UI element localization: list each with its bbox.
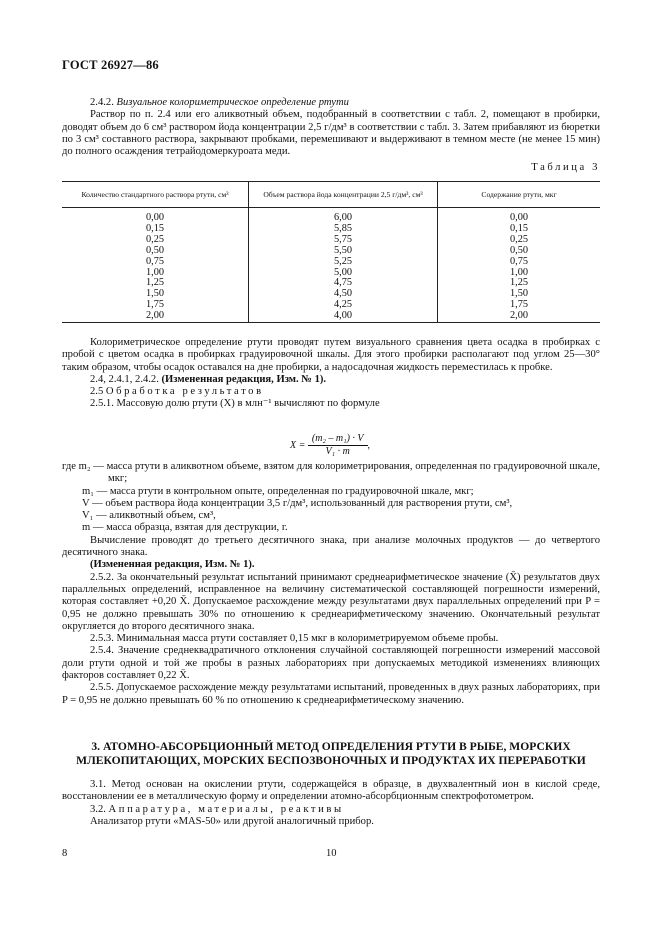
table-3 bbox=[62, 181, 600, 323]
section-2-4-2 bbox=[62, 97, 600, 158]
clause-2-5-3: 2.5.3. Минимальная масса ртути составляет 0,15 мкг в колориметрируемом объеме пробы. bbox=[90, 633, 499, 645]
table-caption: Таблица 3 bbox=[531, 162, 600, 173]
clause-title: Визуальное колориметрическое определение ртути bbox=[116, 97, 349, 108]
table-row bbox=[62, 246, 600, 257]
table-cell: 1,50 bbox=[438, 289, 601, 300]
amendment-prefix: 2.4, 2.4.1, 2.4.2. bbox=[90, 373, 159, 385]
table-header-cell: Количество стандартного раствора ртути, см³ bbox=[62, 182, 249, 208]
table-cell: 0,75 bbox=[438, 257, 601, 268]
table-cell: 5,85 bbox=[249, 224, 438, 235]
table-cell: 4,25 bbox=[249, 300, 438, 311]
section-3-text bbox=[62, 779, 600, 828]
section-title: Обработка результатов bbox=[105, 386, 264, 398]
clause-number: 2.4.2. bbox=[90, 97, 114, 108]
section-2-4-text bbox=[62, 337, 600, 411]
formula-numerator: (m₂ – m₁) · V bbox=[308, 433, 368, 446]
legend-m2: где m₂ — масса ртути в аликвотном объеме, взятом для колориметрирования, определенная по градуировочной шкале, мкг; bbox=[62, 461, 600, 485]
formula-tail: , bbox=[367, 440, 371, 452]
clause-number: 3.2. bbox=[90, 803, 106, 815]
table-row bbox=[62, 208, 600, 224]
table-cell: 1,75 bbox=[438, 300, 601, 311]
table-cell: 4,50 bbox=[249, 289, 438, 300]
page-number-left: 8 bbox=[62, 848, 68, 859]
clause-2-5-2: 2.5.2. За окончательный результат испытаний принимают среднеарифметическое значение (X̄) результатов двух параллельных определений, исправленное на величину систематической составляющей погрешности измерений, которая составляет +0,20 X̄. Допускаемое расхождение между результатами двух параллельных определений при P = 0,95 не должно превышать 30% по отношению к среднеарифметическому значению. Окончательный результат округляется до второго десятичного знака. bbox=[62, 571, 600, 632]
table-cell: 4,00 bbox=[249, 311, 438, 322]
paragraph-procedure: Раствор по п. 2.4 или его аликвотный объем, подобранный в соответствии с табл. 2, помещают в пробирки, доводят объем до 6 см³ раствором йода концентрации 2,5 г/дм³ в соответствии с табл. 3. Затем прибавляют из бюретки по 3 см³ составного раствора, закрывают пробками, перемешивают и выдерживают в темном месте (не менее 15 мин) до полного осаждения тетрайодомеркуроата меди. bbox=[62, 109, 600, 158]
table-cell: 5,75 bbox=[249, 235, 438, 246]
page-number-center: 10 bbox=[326, 848, 337, 859]
table-cell: 0,15 bbox=[145, 222, 165, 234]
clause-3-2-text: Анализатор ртути «MAS-50» или другой аналогичный прибор. bbox=[90, 815, 374, 827]
clause-3-1: 3.1. Метод основан на окислении ртути, содержащейся в образце, в двухвалентный ион в кислой среде, восстановлении ее в металлическую форму и определении атомно-абсорбционным спектрофотометром. bbox=[62, 779, 600, 803]
table-cell: 0,15 bbox=[438, 224, 601, 235]
clause-title: Аппаратура, материалы, реактивы bbox=[108, 803, 344, 815]
formula-legend bbox=[62, 461, 600, 707]
document-header: ГОСТ 26927—86 bbox=[62, 58, 159, 72]
table-cell: 1,25 bbox=[438, 278, 601, 289]
legend-m: m — масса образца, взятая для деструкции, г. bbox=[82, 522, 288, 534]
table-cell: 0,00 bbox=[145, 212, 165, 223]
table-cell: 0,25 bbox=[145, 233, 165, 245]
formula-denominator: V₁ · m bbox=[325, 446, 350, 458]
legend-v: V — объем раствора йода концентрации 3,5 г/дм³, использованный для растворения ртути, см³, bbox=[82, 497, 513, 509]
table-cell: 2,00 bbox=[62, 311, 249, 322]
clause-2-5-4: 2.5.4. Значение среднеквадратичного отклонения случайной составляющей погрешности измерений массовой доли ртути одной и той же пробы в разных лабораториях при допускаемых методикой изменениях влияющих факторов составляет 0,22 X̄. bbox=[62, 645, 600, 682]
formula-lhs: X = bbox=[290, 440, 306, 452]
formula-fraction bbox=[308, 433, 368, 459]
table-cell: 1,75 bbox=[145, 299, 165, 311]
amendment-note: (Измененная редакция, Изм. № 1). bbox=[90, 559, 255, 571]
table-cell: 1,00 bbox=[145, 266, 165, 278]
table-header-cell: Содержание ртути, мкг bbox=[438, 182, 601, 208]
legend-m1: m₁ — масса ртути в контрольном опыте, определенная по градуировочной шкале, мкг; bbox=[82, 485, 474, 497]
table-cell: 5,00 bbox=[249, 268, 438, 279]
clause-2-5-1: 2.5.1. Массовую долю ртути (X) в млн⁻¹ вычисляют по формуле bbox=[90, 398, 380, 410]
paragraph-precision: Вычисление проводят до третьего десятичного знака, при анализе молочных продуктов — до четвертого десятичного знака. bbox=[62, 534, 600, 559]
legend-v1: V₁ — аликвотный объем, см³, bbox=[82, 510, 216, 522]
table-cell: 0,25 bbox=[438, 235, 601, 246]
table-cell: 1,25 bbox=[145, 277, 165, 289]
table-cell: 0,50 bbox=[438, 246, 601, 257]
section-3-heading: 3. АТОМНО-АБСОРБЦИОННЫЙ МЕТОД ОПРЕДЕЛЕНИЯ РТУТИ В РЫБЕ, МОРСКИХ МЛЕКОПИТАЮЩИХ, МОРСКИХ БЕСПОЗВОНОЧНЫХ И ПРОДУКТАХ ИХ ПЕРЕРАБОТКИ bbox=[76, 740, 586, 767]
paragraph-visual-comparison: Колориметрическое определение ртути проводят путем визуального сравнения цвета осадка в пробирках с пробой с цветом осадка в пробирках градуировочной шкалы. Для этого пробирки располагают под углом 25—30° таким образом, чтобы осадок оставался на дне пробирки, а надосадочная жидкость переместилась к пробке. bbox=[62, 337, 600, 373]
table-cell: 0,75 bbox=[145, 255, 165, 267]
amendment-note: (Измененная редакция, Изм. № 1). bbox=[161, 373, 327, 385]
formula bbox=[290, 433, 370, 459]
table-row bbox=[62, 257, 600, 268]
table-cell: 1,50 bbox=[145, 288, 165, 300]
table-cell: 0,00 bbox=[438, 208, 601, 224]
table-row bbox=[62, 311, 600, 322]
table-cell: 6,00 bbox=[249, 208, 438, 224]
table-cell: 5,50 bbox=[249, 246, 438, 257]
table-cell: 5,25 bbox=[249, 257, 438, 268]
table-header-cell: Объем раствора йода концентрации 2,5 г/дм³, см³ bbox=[249, 182, 438, 208]
table-cell: 0,50 bbox=[145, 244, 165, 256]
table-cell: 1,00 bbox=[438, 268, 601, 279]
clause-number: 2.5 bbox=[90, 386, 104, 398]
table-cell: 4,75 bbox=[249, 278, 438, 289]
table-cell: 2,00 bbox=[438, 311, 601, 322]
clause-2-5-5: 2.5.5. Допускаемое расхождение между результатами испытаний, проведенных в двух разных лабораториях, при P = 0,95 не должно превышать 60 % по отношению к среднеарифметическому значению. bbox=[62, 682, 600, 706]
